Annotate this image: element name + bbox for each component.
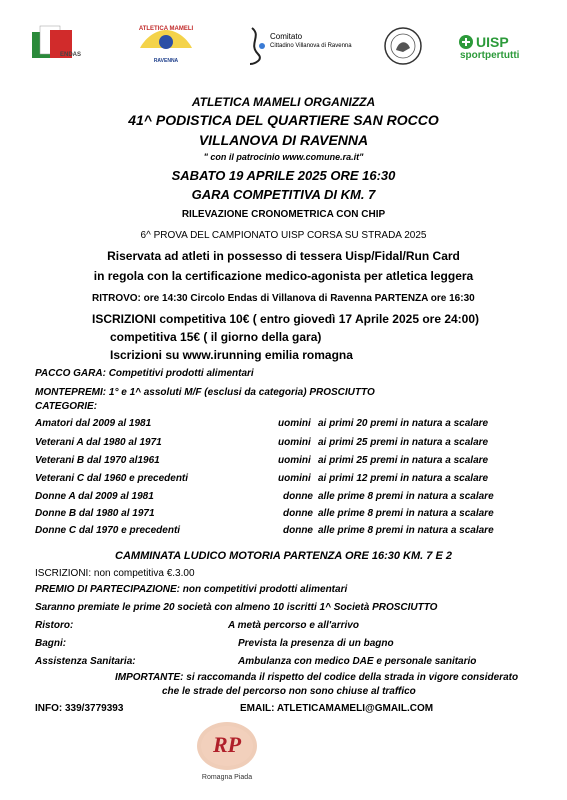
camminata-title: CAMMINATA LUDICO MOTORIA PARTENZA ORE 16:30 KM. 7 E 2 bbox=[115, 550, 452, 562]
iscrizioni-line-3: Iscrizioni su www.irunning emilia romagna bbox=[110, 348, 353, 362]
category-gender: donne bbox=[283, 525, 313, 536]
iscrizioni-line-1: ISCRIZIONI competitiva 10€ ( entro giovedì 17 Aprile 2025 ore 24:00) bbox=[92, 312, 480, 326]
iscrizioni-line-2: competitiva 15€ ( il giorno della gara) bbox=[110, 330, 322, 344]
pacco-gara: PACCO GARA: Competitivi prodotti alimentari bbox=[35, 368, 254, 379]
mameli-logo-top: ATLETICA MAMELI bbox=[138, 26, 194, 32]
importante-line-2: che le strade del percorso non sono chiuse al traffico bbox=[162, 686, 416, 697]
category-prize: alle prime 8 premi in natura a scalare bbox=[318, 525, 494, 536]
endas-logo bbox=[30, 22, 82, 64]
category-prize: ai primi 25 premi in natura a scalare bbox=[318, 455, 489, 466]
category-gender: uomini bbox=[278, 418, 311, 429]
info-phone: INFO: 339/3779393 bbox=[35, 703, 124, 714]
romagna-piada-mark: RP bbox=[212, 732, 242, 757]
timing-line: RILEVAZIONE CRONOMETRICA CON CHIP bbox=[181, 209, 386, 220]
category-prize: ai primi 20 premi in natura a scalare bbox=[318, 418, 489, 429]
reserved-line-2: in regola con la certificazione medico-agonista per atletica leggera bbox=[93, 269, 474, 283]
category-gender: uomini bbox=[278, 437, 311, 448]
mameli-logo-bottom: RAVENNA bbox=[153, 58, 179, 64]
category-prize: ai primi 12 premi in natura a scalare bbox=[318, 473, 489, 484]
category-prize: alle prime 8 premi in natura a scalare bbox=[318, 508, 494, 519]
uisp-logo-sub: sportpertutti bbox=[460, 50, 520, 61]
uisp-logo bbox=[458, 34, 548, 64]
comitato-line2: Cittadino Villanova di Ravenna bbox=[270, 43, 352, 49]
patronage-line: " con il patrocinio www.comune.ra.it" bbox=[203, 152, 364, 162]
category-gender: uomini bbox=[278, 473, 311, 484]
organizer-line: ATLETICA MAMELI ORGANIZZA bbox=[191, 95, 376, 109]
category-name: Veterani B dal 1970 al1961 bbox=[35, 455, 160, 466]
category-name: Amatori dal 2009 al 1981 bbox=[35, 418, 152, 429]
championship-line: 6^ PROVA DEL CAMPIONATO UISP CORSA SU STRADA 2025 bbox=[140, 230, 427, 241]
circolo-seal-logo bbox=[383, 26, 423, 66]
event-date: SABATO 19 APRILE 2025 ORE 16:30 bbox=[171, 168, 396, 183]
category-gender: donne bbox=[283, 508, 313, 519]
category-name: Donne C dal 1970 e precedenti bbox=[35, 525, 181, 536]
meeting-line: RITROVO: ore 14:30 Circolo Endas di Villanova di Ravenna PARTENZA ore 16:30 bbox=[92, 293, 475, 304]
service-label: Assistenza Sanitaria: bbox=[35, 656, 136, 667]
categorie-label: CATEGORIE: bbox=[35, 401, 98, 412]
romagna-piada-text: Romagna Piada bbox=[201, 774, 253, 781]
category-name: Veterani C dal 1960 e precedenti bbox=[35, 473, 189, 484]
contact-email: EMAIL: ATLETICAMAMELI@GMAIL.COM bbox=[240, 703, 434, 714]
event-title: 41^ PODISTICA DEL QUARTIERE SAN ROCCO bbox=[128, 112, 439, 128]
romagna-piada-logo bbox=[190, 718, 264, 782]
camminata-iscrizioni: ISCRIZIONI: non competitiva €.3.00 bbox=[35, 568, 195, 579]
category-name: Donne B dal 1980 al 1971 bbox=[35, 508, 155, 519]
category-prize: alle prime 8 premi in natura a scalare bbox=[318, 491, 494, 502]
race-type: GARA COMPETITIVA DI KM. 7 bbox=[191, 187, 376, 202]
reserved-line-1: Riservata ad atleti in possesso di tessera Uisp/Fidal/Run Card bbox=[107, 249, 460, 263]
atletica-mameli-logo bbox=[134, 22, 198, 66]
service-label: Bagni: bbox=[35, 638, 67, 649]
service-label: Ristoro: bbox=[35, 620, 74, 631]
camminata-premio: PREMIO DI PARTECIPAZIONE: non competitivi prodotti alimentari bbox=[35, 584, 348, 595]
category-name: Donne A dal 2009 al 1981 bbox=[35, 491, 154, 502]
service-value: Prevista la presenza di un bagno bbox=[238, 638, 394, 649]
comitato-villanova-logo bbox=[244, 26, 352, 70]
category-gender: uomini bbox=[278, 455, 311, 466]
event-location: VILLANOVA DI RAVENNA bbox=[198, 132, 369, 148]
endas-logo-text: ENDAS bbox=[60, 52, 82, 58]
importante-line-1: IMPORTANTE: si raccomanda il rispetto del codice della strada in vigore considerato bbox=[115, 672, 519, 683]
category-prize: ai primi 25 premi in natura a scalare bbox=[318, 437, 489, 448]
service-value: Ambulanza con medico DAE e personale sanitario bbox=[238, 656, 477, 667]
camminata-societa: Saranno premiate le prime 20 società con almeno 10 iscritti 1^ Società PROSCIUTTO bbox=[35, 602, 438, 613]
category-name: Veterani A dal 1980 al 1971 bbox=[35, 437, 162, 448]
montepremi: MONTEPREMI: 1° e 1^ assoluti M/F (esclusi da categoria) PROSCIUTTO bbox=[35, 387, 375, 398]
service-value: A metà percorso e all'arrivo bbox=[228, 620, 359, 631]
comitato-line1: Comitato bbox=[270, 32, 303, 41]
uisp-logo-text: UISP bbox=[476, 34, 509, 50]
category-gender: donne bbox=[283, 491, 313, 502]
